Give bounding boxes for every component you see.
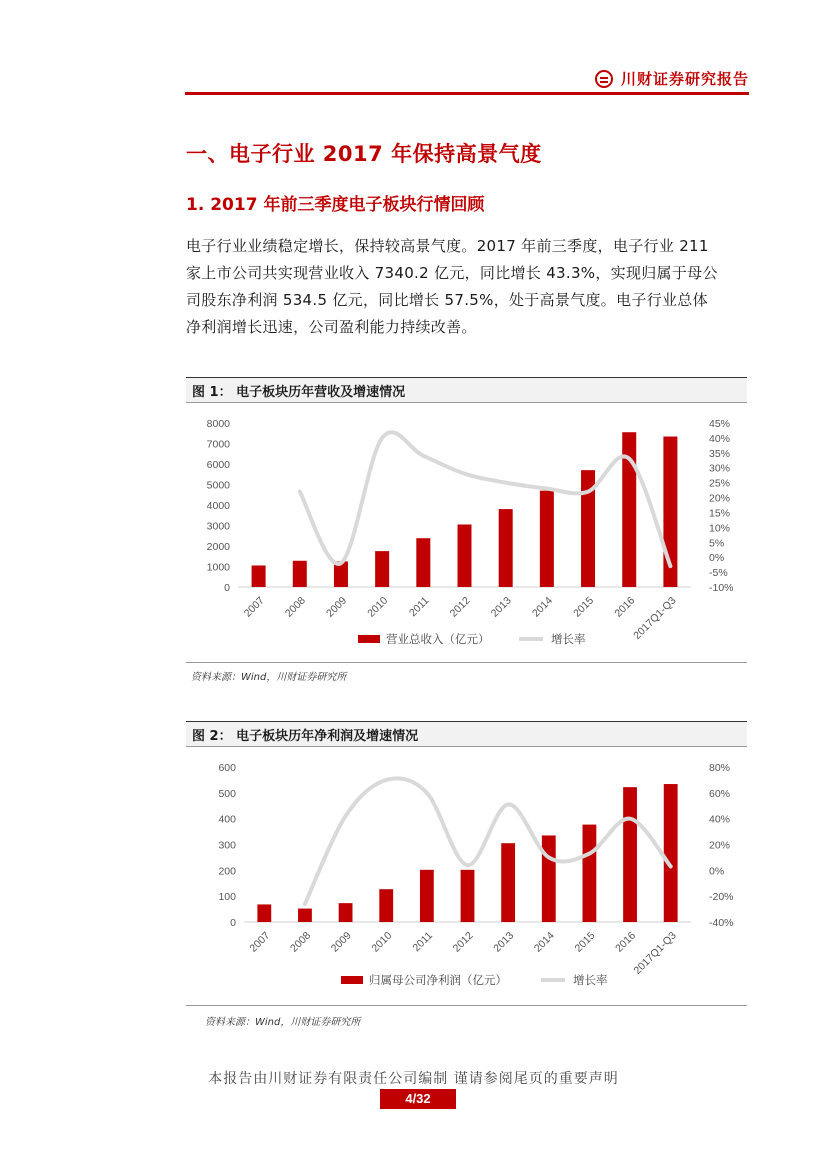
section-title: 一、电子行业 2017 年保持高景气度 <box>186 142 542 166</box>
x-tick-label: 2010 <box>365 594 391 620</box>
bar-2008 <box>298 909 312 922</box>
bar-2011 <box>420 870 434 922</box>
y-left-tick-label: 300 <box>218 839 236 852</box>
y-right-tick-label: 60% <box>709 787 731 800</box>
header-rule <box>185 92 749 95</box>
brand-name: 川财证券研究报告 <box>620 70 749 88</box>
bar-2008 <box>293 561 307 587</box>
page-number: 4/32 <box>380 1089 456 1109</box>
growth-rate-line <box>305 778 671 904</box>
x-tick-label: 2009 <box>328 929 354 955</box>
y-left-tick-label: 5000 <box>206 479 230 492</box>
y-left-tick-label: 0 <box>230 917 236 929</box>
y-left-tick-label: 3000 <box>206 520 230 533</box>
y-right-tick-label: 45% <box>709 418 731 430</box>
y-right-tick-label: -5% <box>709 567 728 580</box>
x-tick-label: 2014 <box>531 929 557 955</box>
x-tick-label: 2017Q1-Q3 <box>631 929 679 977</box>
y-left-tick-label: 6000 <box>206 459 230 471</box>
paragraph-line: 家上市公司共实现营业收入 7340.2 亿元，同比增长 43.3%，实现归属于母公 <box>186 264 718 282</box>
x-tick-label: 2008 <box>282 594 308 620</box>
figure1-source: 资料来源：Wind，川财证券研究所 <box>191 672 347 683</box>
x-tick-label: 2016 <box>612 594 638 620</box>
bar-2010 <box>379 889 393 922</box>
paragraph-line: 电子行业业绩稳定增长，保持较高景气度。2017 年前三季度，电子行业 211 <box>186 237 709 255</box>
x-tick-label: 2013 <box>488 594 514 620</box>
x-tick-label: 2009 <box>324 594 350 620</box>
y-right-tick-label: 40% <box>709 432 731 445</box>
y-left-tick-label: 600 <box>218 762 236 774</box>
figure1-bottom-rule <box>186 662 747 663</box>
y-right-tick-label: 20% <box>709 492 731 505</box>
figure2-title: 图 2： 电子板块历年净利润及增速情况 <box>192 729 419 744</box>
figure1-title-bar <box>186 377 747 403</box>
y-right-tick-label: 25% <box>709 477 731 490</box>
legend-line-label: 增长率 <box>551 634 586 646</box>
paragraph-line: 净利润增长迅速，公司盈利能力持续改善。 <box>186 318 477 336</box>
legend-bar-label: 营业总收入（亿元） <box>386 634 490 646</box>
bar-2011 <box>416 538 430 587</box>
y-left-tick-label: 500 <box>218 787 236 800</box>
y-left-tick-label: 2000 <box>206 541 230 553</box>
bar-2010 <box>375 551 389 587</box>
x-tick-label: 2015 <box>571 594 597 620</box>
x-tick-label: 2013 <box>491 929 517 955</box>
figure1-title: 图 1： 电子板块历年营收及增速情况 <box>192 385 406 400</box>
y-left-tick-label: 1000 <box>206 561 230 574</box>
y-right-tick-label: -10% <box>709 582 734 594</box>
y-left-tick-label: 8000 <box>206 418 230 430</box>
y-left-tick-label: 7000 <box>206 438 230 451</box>
paragraph-line: 司股东净利润 534.5 亿元，同比增长 57.5%，处于高景气度。电子行业总体 <box>186 291 708 309</box>
y-right-tick-label: 15% <box>709 507 731 520</box>
y-right-tick-label: 0% <box>709 552 725 565</box>
x-tick-label: 2012 <box>447 594 473 620</box>
bar-2012 <box>461 870 475 922</box>
figure2-bottom-rule <box>186 1005 747 1006</box>
x-tick-label: 2012 <box>450 929 476 955</box>
bar-2007 <box>257 904 271 922</box>
bar-2013 <box>501 843 515 922</box>
y-right-tick-label: 10% <box>709 522 731 535</box>
y-right-tick-label: 35% <box>709 447 731 460</box>
legend-line-label: 增长率 <box>573 975 608 987</box>
y-right-tick-label: 20% <box>709 839 731 852</box>
figure1-chart <box>186 403 747 655</box>
x-tick-label: 2007 <box>247 929 273 955</box>
y-right-tick-label: 0% <box>709 865 725 878</box>
y-left-tick-label: 400 <box>218 813 236 826</box>
figure2-chart <box>186 747 747 999</box>
y-right-tick-label: -20% <box>709 891 734 904</box>
y-left-tick-label: 4000 <box>206 500 230 512</box>
x-tick-label: 2014 <box>529 594 555 620</box>
x-tick-label: 2008 <box>288 929 314 955</box>
x-tick-label: 2011 <box>406 594 432 620</box>
y-right-tick-label: 30% <box>709 462 731 475</box>
y-left-tick-label: 200 <box>218 865 236 878</box>
figure2-title-bar <box>186 721 747 747</box>
y-left-tick-label: 100 <box>218 891 236 904</box>
subsection-title: 1. 2017 年前三季度电子板块行情回顾 <box>186 195 485 215</box>
x-tick-label: 2010 <box>369 929 395 955</box>
x-tick-label: 2017Q1-Q3 <box>631 594 679 642</box>
bar-2017Q1-Q3 <box>664 784 678 922</box>
legend-bar-label: 归属母公司净利润（亿元） <box>369 975 507 987</box>
bar-2009 <box>339 903 353 922</box>
x-tick-label: 2011 <box>410 929 435 955</box>
y-left-tick-label: 0 <box>224 582 230 594</box>
brand-logo-icon <box>595 70 613 88</box>
y-right-tick-label: -40% <box>709 917 734 929</box>
footer-disclaimer: 本报告由川财证券有限责任公司编制 谨请参阅尾页的重要声明 <box>208 1071 619 1087</box>
x-tick-label: 2015 <box>572 929 598 955</box>
bar-2012 <box>457 524 471 587</box>
y-right-tick-label: 80% <box>709 762 731 774</box>
y-right-tick-label: 40% <box>709 813 731 826</box>
bar-2007 <box>252 565 266 587</box>
x-tick-label: 2007 <box>241 594 267 620</box>
bar-2014 <box>542 835 556 922</box>
legend-bar-swatch <box>341 976 363 984</box>
bar-2016 <box>623 787 637 922</box>
y-right-tick-label: 5% <box>709 537 725 550</box>
x-tick-label: 2016 <box>613 929 639 955</box>
bar-2014 <box>540 491 554 587</box>
growth-rate-line <box>300 432 671 566</box>
figure2-source: 资料来源：Wind，川财证券研究所 <box>205 1017 361 1028</box>
header-brand <box>595 68 749 89</box>
bar-2013 <box>499 509 513 587</box>
bar-2015 <box>583 825 597 922</box>
legend-bar-swatch <box>358 635 380 643</box>
body-paragraph <box>186 233 746 341</box>
